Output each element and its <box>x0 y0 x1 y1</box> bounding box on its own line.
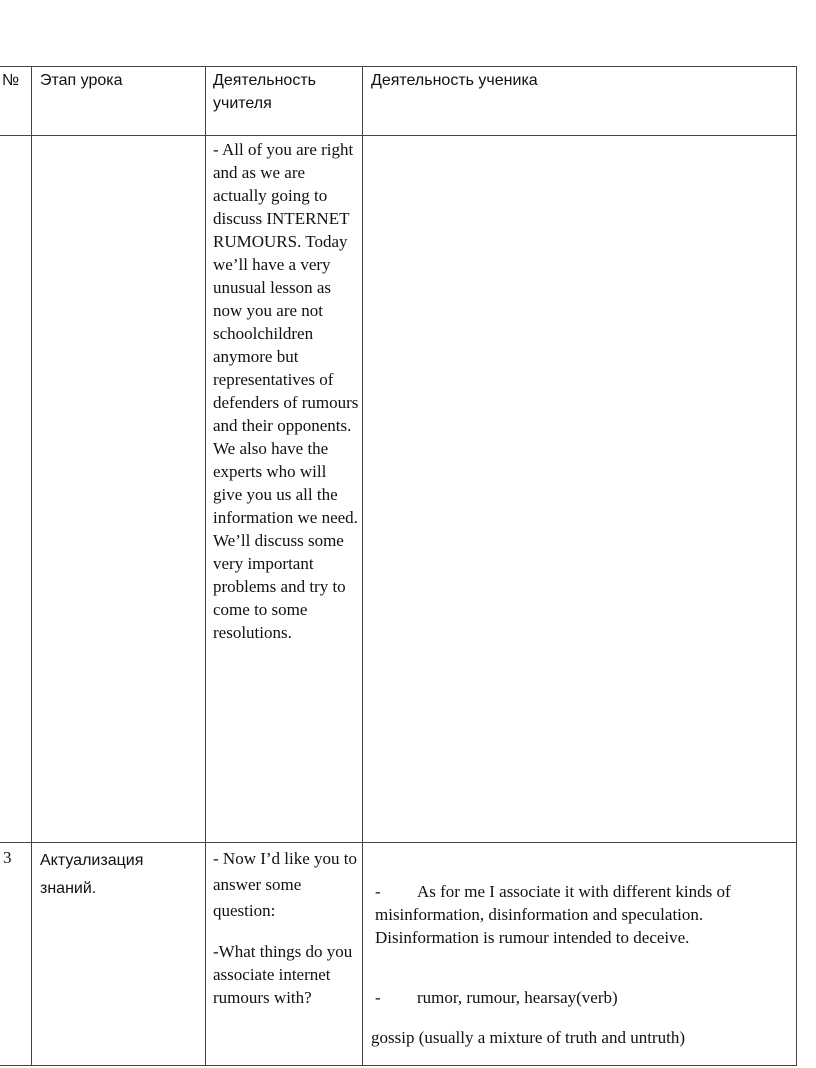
header-num: № <box>2 72 20 89</box>
row2-student-answer-1-text: As for me I associate it with different kinds of misinformation, disinformation and speculation. Disinformation is rumour intended to deceive. <box>375 882 731 947</box>
row2-num: 3 <box>3 848 12 867</box>
row2-stage-line1: Актуализация <box>40 852 144 869</box>
col-divider-3 <box>362 66 363 1066</box>
row2-stage <box>40 847 143 903</box>
row2-student-answer-1 <box>375 880 793 949</box>
header-bottom-border <box>0 135 797 136</box>
table-bottom-border <box>0 1065 797 1066</box>
table-right-border <box>796 66 797 1066</box>
row2-stage-line2: знаний. <box>40 880 97 897</box>
row2-student-answer-2 <box>375 986 618 1009</box>
row2-student-dash-1: - <box>375 882 381 901</box>
row2-student-answer-3: gossip (usually a mixture of truth and untruth) <box>371 1028 685 1047</box>
header-teacher-line1: Деятельность <box>213 72 316 89</box>
row1-bottom-border <box>0 842 797 843</box>
header-teacher-line2: учителя <box>213 95 272 112</box>
header-student-activity: Деятельность ученика <box>371 72 538 89</box>
table-top-border <box>0 66 797 67</box>
col-divider-1 <box>31 66 32 1066</box>
header-teacher-activity <box>213 69 316 115</box>
row2-student-answer-2-text: rumor, rumour, hearsay(verb) <box>417 988 618 1007</box>
row2-teacher-question-intro: - Now I’d like you to answer some question: <box>213 849 358 920</box>
row2-student-dash-2: - <box>375 988 381 1007</box>
row2-teacher-question: -What things do you associate internet rumours with? <box>213 942 353 1007</box>
row1-teacher-text: - All of you are right and as we are actually going to discuss INTERNET RUMOURS. Today we’ll have a very unusual lesson as now you are not schoolchildren anymore but representatives of defenders of rumours and their opponents. We also have the experts who will give you us all the information we need. We’ll discuss some very important problems and try to come to some resolutions. <box>213 140 359 642</box>
header-stage: Этап урока <box>40 72 123 89</box>
col-divider-2 <box>205 66 206 1066</box>
